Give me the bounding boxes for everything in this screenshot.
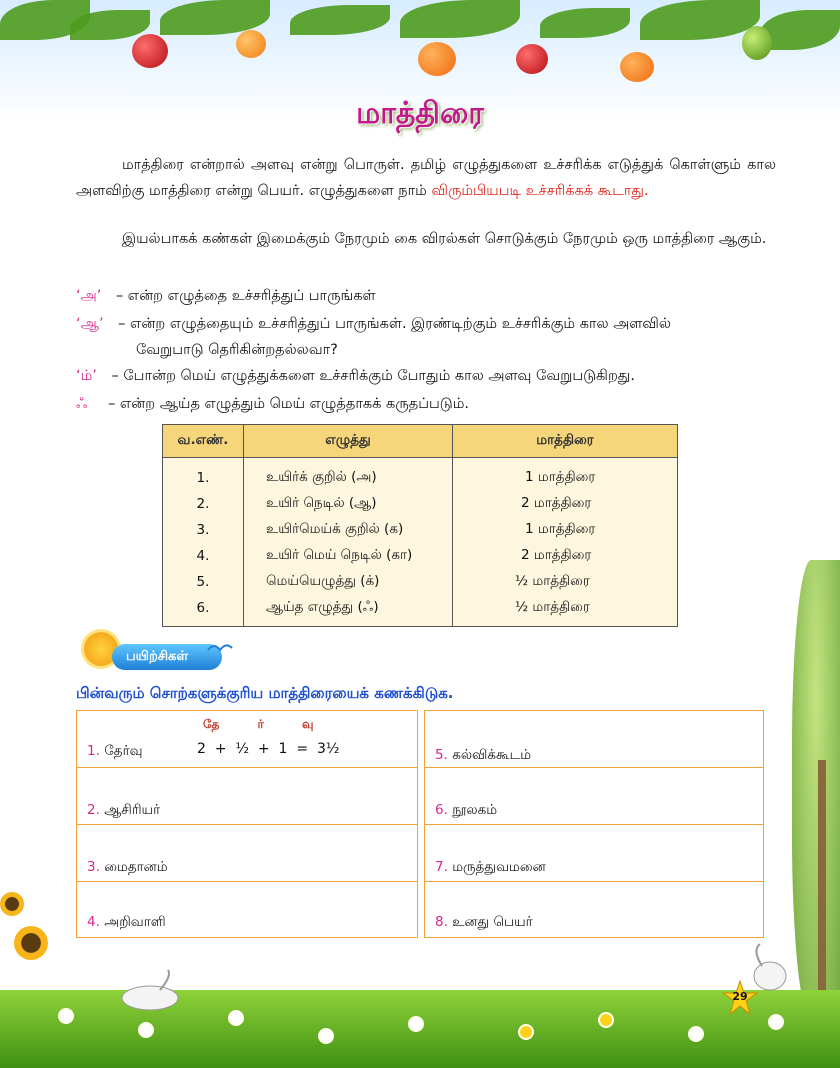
intro-paragraph-2: இயல்பாகக் கண்கள் இமைக்கும் நேரமும் கை விரல்கள் சொடுக்கும் நேரமும் ஒரு மாத்திரை ஆகும். (122, 231, 767, 247)
plum-icon (742, 26, 772, 60)
page-title: மாத்திரை (356, 96, 484, 131)
cell-letter: மெய்யெழுத்து (க்) (244, 569, 453, 595)
rule-text: – என்ற ஆய்த எழுத்தும் மெய் எழுத்தாகக் கருதப்படும். (107, 396, 470, 412)
item-word: உனது பெயர் (452, 914, 533, 930)
exercise-item-3[interactable] (77, 824, 417, 881)
page-number-badge (722, 980, 758, 1016)
table-header-row (163, 425, 678, 458)
exercise-label (87, 802, 160, 820)
intro-paragraph-1 (76, 152, 776, 204)
cell-number: 1. (163, 458, 244, 492)
exercise-box-right (424, 710, 764, 938)
intro-highlight: விரும்பியபடி உச்சரிக்கக் கூடாது. (431, 183, 649, 199)
stork-icon (110, 968, 190, 1018)
item-number: 2. (87, 802, 100, 818)
bird-icon (206, 640, 234, 658)
exercise-badge: பயிற்சிகள் (112, 644, 222, 670)
cell-matra: ½ மாத்திரை (453, 569, 678, 595)
item-number: 5. (435, 747, 448, 763)
matra-table (162, 424, 678, 627)
item-word: மருத்துவமனை (452, 859, 546, 875)
table-row (163, 595, 678, 627)
item-word: கல்விக்கூடம் (452, 747, 532, 763)
table-row (163, 517, 678, 543)
tree-trunk (818, 760, 826, 1020)
exercise-label (435, 802, 497, 820)
intro-text: மாத்திரை என்றால் அளவு என்று பொருள். தமிழ் எழுத்துகளை உச்சரிக்க எடுத்துக் கொள்ளும் கால அளவிற்கு மாத்திரை என்று பெயர். எழுத்துகளை நாம் (76, 157, 776, 199)
table-row (163, 543, 678, 569)
exercise-label (435, 747, 531, 765)
cell-number: 3. (163, 517, 244, 543)
syllable: ர் (257, 717, 264, 731)
orange-icon (236, 30, 266, 58)
item-number: 3. (87, 859, 100, 875)
syllable: தே (203, 717, 220, 731)
rule-letter: ‘ம்’ (76, 368, 97, 384)
sunflower-icon (14, 926, 48, 960)
exercise-item-7[interactable] (425, 824, 763, 881)
rule-2 (76, 316, 671, 334)
rule-letter: ஃ (76, 396, 88, 412)
item-word: நூலகம் (452, 802, 498, 818)
cell-matra: 2 மாத்திரை (453, 543, 678, 569)
syllable: வு (302, 717, 314, 731)
item-number: 1. (87, 743, 100, 759)
exercise-question: பின்வரும் சொற்களுக்குரிய மாத்திரையைக் கணக்கிடுக. (76, 684, 454, 702)
cherry-icon (132, 34, 168, 68)
cell-number: 5. (163, 569, 244, 595)
rule-text: – என்ற எழுத்தை உச்சரித்துப் பாருங்கள் (115, 288, 376, 304)
exercise-item-8[interactable] (425, 881, 763, 938)
item-word: ஆசிரியர் (104, 802, 161, 818)
example-calculation: 2 + ½ + 1 = 3½ (197, 741, 340, 757)
cell-number: 4. (163, 543, 244, 569)
example-syllables (203, 717, 313, 733)
table-row (163, 491, 678, 517)
exercise-item-6[interactable] (425, 767, 763, 824)
rule-letter: ‘அ’ (76, 288, 102, 304)
tree-icon (792, 560, 840, 1020)
cell-matra: 2 மாத்திரை (453, 491, 678, 517)
cell-letter: உயிர் மெய் நெடில் (கா) (244, 543, 453, 569)
cell-number: 6. (163, 595, 244, 627)
exercise-box-left (76, 710, 418, 938)
sunflower-icon (0, 892, 24, 916)
orange-icon (620, 52, 654, 82)
item-word: அறிவாளி (104, 914, 166, 930)
rule-text: – என்ற எழுத்தையும் உச்சரித்துப் பாருங்கள். இரண்டிற்கும் உச்சரிக்கும் கால அளவில் (118, 316, 671, 332)
rule-2-continued: வேறுபாடு தெரிகின்றதல்லவா? (136, 342, 338, 358)
exercise-label (87, 859, 168, 877)
cell-number: 2. (163, 491, 244, 517)
cell-matra: 1 மாத்திரை (453, 458, 678, 492)
header-number: வ.எண். (163, 425, 244, 458)
item-number: 8. (435, 914, 448, 930)
exercise-label (87, 743, 143, 761)
orange-icon (418, 42, 456, 76)
rule-text: – போன்ற மெய் எழுத்துக்களை உச்சரிக்கும் போதும் கால அளவு வேறுபடுகிறது. (111, 368, 635, 384)
item-number: 4. (87, 914, 100, 930)
table-row (163, 569, 678, 595)
cell-letter: உயிர்க் குறில் (அ) (244, 458, 453, 492)
rule-1 (76, 288, 376, 306)
cherry-icon (516, 44, 548, 74)
page-number: 29 (732, 990, 748, 1003)
exercise-label (435, 914, 533, 932)
cell-letter: ஆய்த எழுத்து (ஃ) (244, 595, 453, 627)
header-letter: எழுத்து (244, 425, 453, 458)
exercise-item-2[interactable] (77, 767, 417, 824)
item-number: 6. (435, 802, 448, 818)
cell-letter: உயிர் நெடில் (ஆ) (244, 491, 453, 517)
rule-3 (76, 368, 635, 386)
exercise-label (435, 859, 546, 877)
item-word: மைதானம் (104, 859, 168, 875)
cell-matra: ½ மாத்திரை (453, 595, 678, 627)
item-word: தேர்வு (104, 743, 143, 759)
cell-letter: உயிர்மெய்க் குறில் (க) (244, 517, 453, 543)
exercise-item-5[interactable] (425, 711, 763, 767)
cell-matra: 1 மாத்திரை (453, 517, 678, 543)
exercise-item-1 (77, 711, 417, 767)
exercise-label (87, 914, 166, 932)
item-number: 7. (435, 859, 448, 875)
table-row (163, 458, 678, 492)
rule-letter: ‘ஆ’ (76, 316, 104, 332)
rule-4 (76, 396, 469, 414)
exercise-item-4[interactable] (77, 881, 417, 938)
header-matra: மாத்திரை (453, 425, 678, 458)
